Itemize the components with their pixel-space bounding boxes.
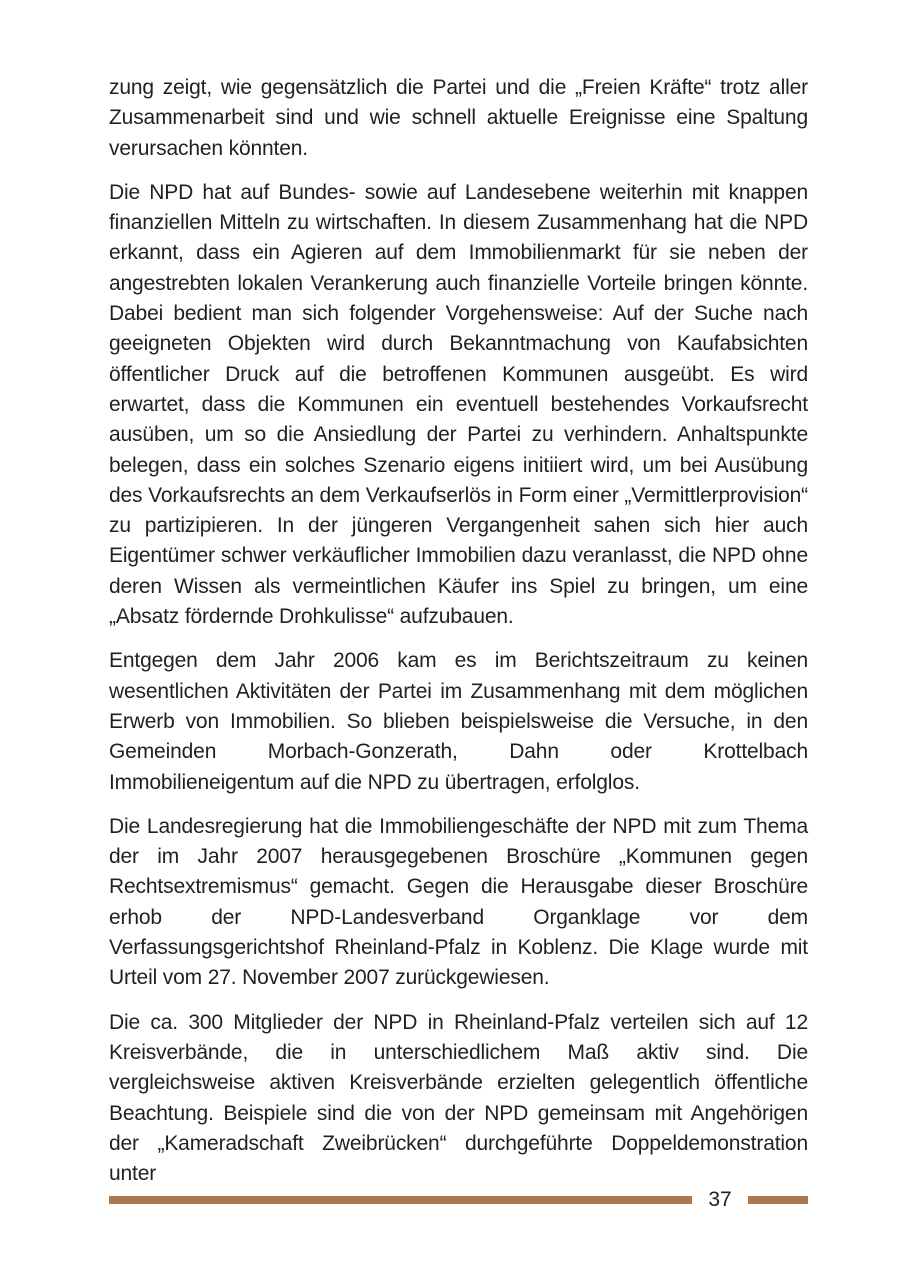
paragraph-members-districts: Die ca. 300 Mitglieder der NPD in Rheinland-Pfalz verteilen sich auf 12 Kreisverbände, die in unterschiedlichem Maß aktiv sind. Die vergleichsweise aktiven Kreisverbände erzielten gelegentlich öffentliche Beachtung. Beispiele sind die von der NPD gemeinsam mit Angehörigen der „Kameradschaft Zweibrücken“ durchgeführte Doppeldemonstration unter <box>109 1010 808 1186</box>
footer-rule-left <box>109 1196 692 1204</box>
paragraph-2007-activities: Entgegen dem Jahr 2006 kam es im Berichtszeitraum zu keinen wesentlichen Aktivitäten der Partei im Zusammenhang mit dem möglichen Erwerb von Immobilien. So blieben beispielsweise die Versuche, in den Gemeinden Morbach-Gonzerath, Dahn oder Krottelbach Immobilieneigentum auf die NPD zu übertragen, erfolglos. <box>109 649 808 794</box>
paragraph-real-estate-strategy: Die NPD hat auf Bundes- sowie auf Landesebene weiterhin mit knappen finanziellen Mitteln zu wirtschaften. In diesem Zusammenhang hat die NPD erkannt, dass ein Agieren auf dem Immobilienmarkt für sie neben der angestrebten lokalen Verankerung auch finanzielle Vorteile bringen könnte. Dabei bedient man sich folgender Vorgehensweise: Auf der Suche nach geeigneten Objekten wird durch Bekanntmachung von Kaufabsichten öffentlicher Druck auf die betroffenen Kommunen ausgeübt. Es wird erwartet, dass die Kommunen ein eventuell bestehendes Vorkaufsrecht ausüben, um so die Ansiedlung der Partei zu verhindern. Anhaltspunkte belegen, dass ein solches Szenario eigens initiiert wird, um bei Ausübung des Vorkaufsrechts an dem Verkaufserlös in Form einer „Vermittlerprovision“ zu partizipieren. In der jüngeren Vergangenheit sahen sich hier auch Eigentümer schwer verkäuflicher Immobilien dazu veranlasst, die NPD ohne deren Wissen als vermeintlichen Käufer ins Spiel zu bringen, um eine „Absatz fördernde Drohkulisse“ aufzubauen. <box>109 180 808 629</box>
page-number: 37 <box>708 1188 732 1211</box>
page-body <box>109 73 808 1203</box>
paragraph-brochure-lawsuit: Die Landesregierung hat die Immobiliengeschäfte der NPD mit zum Thema der im Jahr 2007 herausgegebenen Broschüre „Kommunen gegen Rechtsextremismus“ gemacht. Gegen die Herausgabe dieser Broschüre erhob der NPD-Landesverband Organklage vor dem Verfassungsgerichtshof Rheinland-Pfalz in Koblenz. Die Klage wurde mit Urteil vom 27. November 2007 zurückgewiesen. <box>109 814 808 990</box>
footer-rule-right <box>748 1196 808 1204</box>
page-footer <box>109 1186 808 1216</box>
paragraph-split-warning: zung zeigt, wie gegensätzlich die Partei und die „Freien Kräfte“ trotz aller Zusammenarbeit sind und wie schnell aktuelle Ereignisse eine Spaltung verursachen könnten. <box>109 76 808 160</box>
